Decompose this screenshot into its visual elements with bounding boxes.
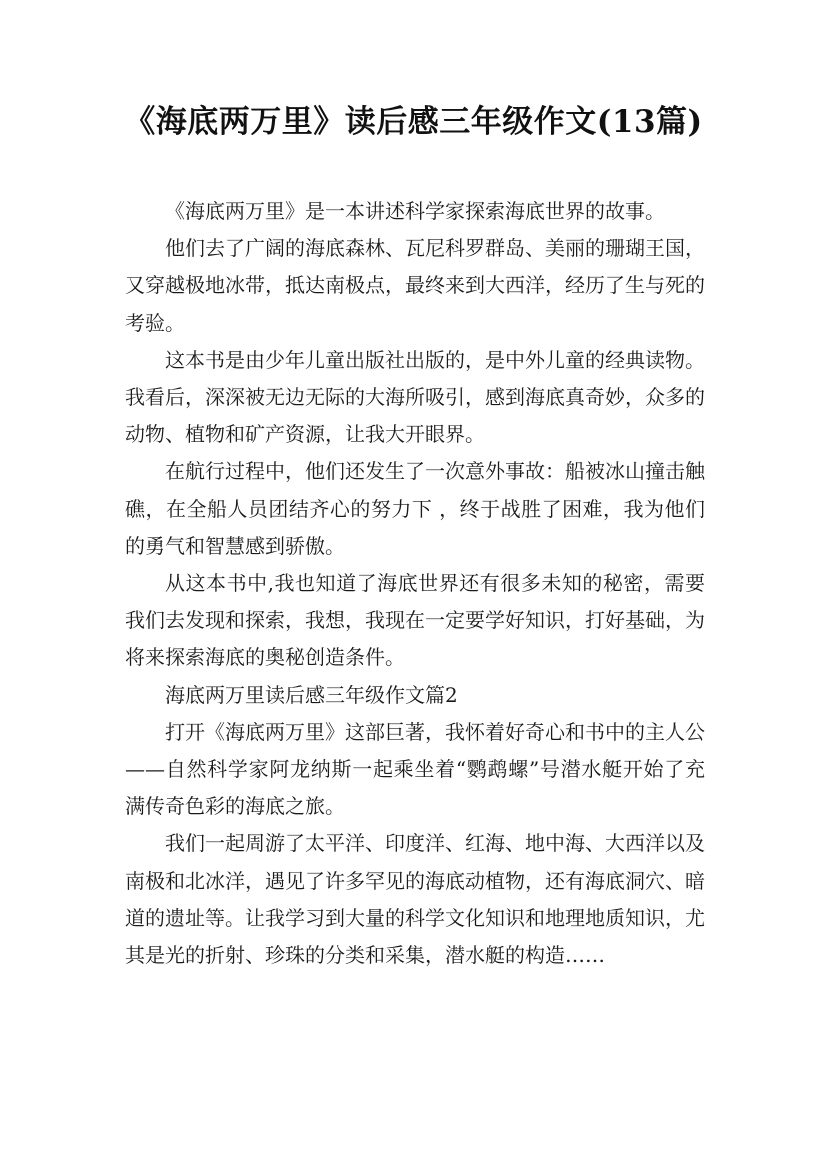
document-body bbox=[125, 193, 705, 974]
paragraph-essay2-opening: 打开《海底两万里》这部巨著，我怀着好奇心和书中的主人公——自然科学家阿龙纳斯一起乘坐着“鹦鹉螺”号潜水艇开始了充满传奇色彩的海底之旅。 bbox=[125, 719, 705, 819]
paragraph-journey: 他们去了广阔的海底森林、瓦尼科罗群岛、美丽的珊瑚王国，又穿越极地冰带，抵达南极点，最终来到大西洋，经历了生与死的考验。 bbox=[125, 236, 705, 335]
document-title: 《海底两万里》读后感三年级作文(13篇) bbox=[124, 104, 703, 140]
paragraph-accident: 在航行过程中，他们还发生了一次意外事故：船被冰山撞击触礁，在全船人员团结齐心的努力下 ，终于战胜了困难，我为他们的勇气和智慧感到骄傲。 bbox=[125, 459, 705, 558]
paragraph-essay2-travels: 我们一起周游了太平洋、印度洋、红海、地中海、大西洋以及南极和北冰洋，遇见了许多罕见的海底动植物，还有海底洞穴、暗道的遗址等。让我学习到大量的科学文化知识和地理地质知识，尤其是光的折射、珍珠的分类和采集，潜水艇的构造…… bbox=[125, 831, 705, 968]
paragraph-lesson: 从这本书中,我也知道了海底世界还有很多未知的秘密，需要我们去发现和探索，我想，我现在一定要学好知识，打好基础，为将来探索海底的奥秘创造条件。 bbox=[125, 571, 705, 670]
paragraph-intro: 《海底两万里》是一本讲述科学家探索海底世界的故事。 bbox=[165, 199, 665, 223]
paragraph-book-impression: 这本书是由少年儿童出版社出版的，是中外儿童的经典读物。我看后，深深被无边无际的大海所吸引，感到海底真奇妙，众多的动物、植物和矿产资源，让我大开眼界。 bbox=[125, 347, 705, 447]
section-heading-essay-2: 海底两万里读后感三年级作文篇2 bbox=[165, 682, 458, 707]
